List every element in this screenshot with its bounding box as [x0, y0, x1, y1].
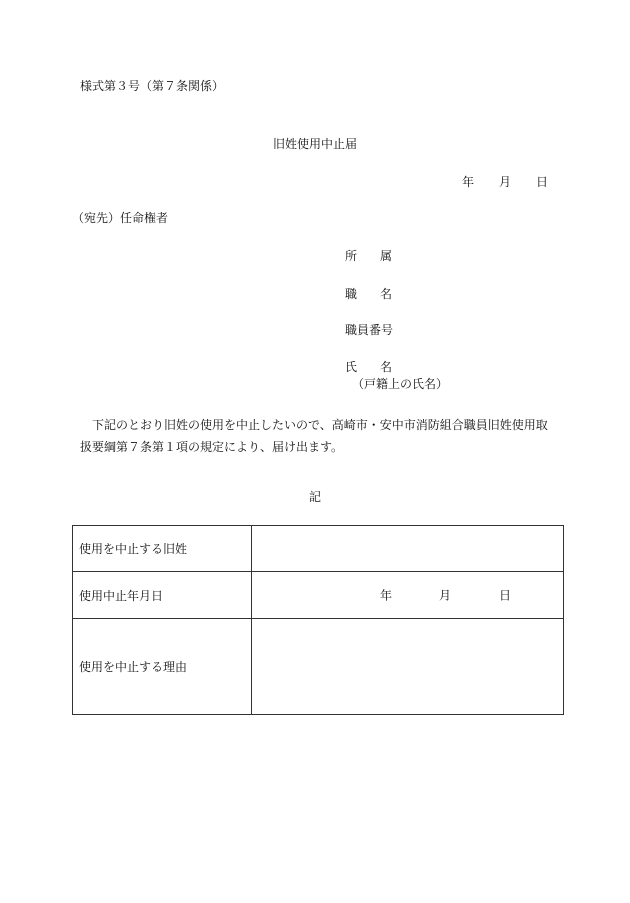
former-surname-value[interactable] [252, 526, 564, 572]
date-day-label: 日 [536, 175, 549, 189]
affiliation-label: 所属 [345, 249, 416, 263]
body-text: 下記のとおり旧姓の使用を中止したいので、高崎市・安中市消防組合職員旧姓使用取扱要綱第７条第１項の規定により、届け出ます。 [80, 418, 548, 454]
record-table [72, 525, 564, 715]
stop-date-value[interactable] [252, 572, 564, 619]
record-heading: 記 [308, 490, 321, 504]
submission-date [462, 176, 548, 188]
date-month-label: 月 [499, 175, 512, 189]
date-year-label: 年 [462, 175, 475, 189]
stop-date-month-label: 月 [439, 588, 452, 603]
employee-number-label: 職員番号 [345, 323, 394, 337]
former-surname-label: 使用を中止する旧姓 [73, 526, 252, 572]
form-number: 様式第３号（第７条関係） [80, 79, 225, 93]
name-label: 氏名 [345, 360, 416, 374]
stop-date-day-label: 日 [499, 588, 512, 603]
table-row [73, 572, 564, 619]
position-label: 職名 [345, 287, 416, 301]
document-title: 旧姓使用中止届 [272, 137, 357, 151]
stop-date-year-label: 年 [380, 588, 393, 603]
stop-date-label: 使用中止年月日 [73, 572, 252, 619]
table-row [73, 619, 564, 715]
addressee: （宛先）任命権者 [72, 211, 169, 225]
reason-label: 使用を中止する理由 [73, 619, 252, 715]
table-row [73, 526, 564, 572]
reason-value[interactable] [252, 619, 564, 715]
name-note: （戸籍上の氏名） [352, 377, 449, 391]
